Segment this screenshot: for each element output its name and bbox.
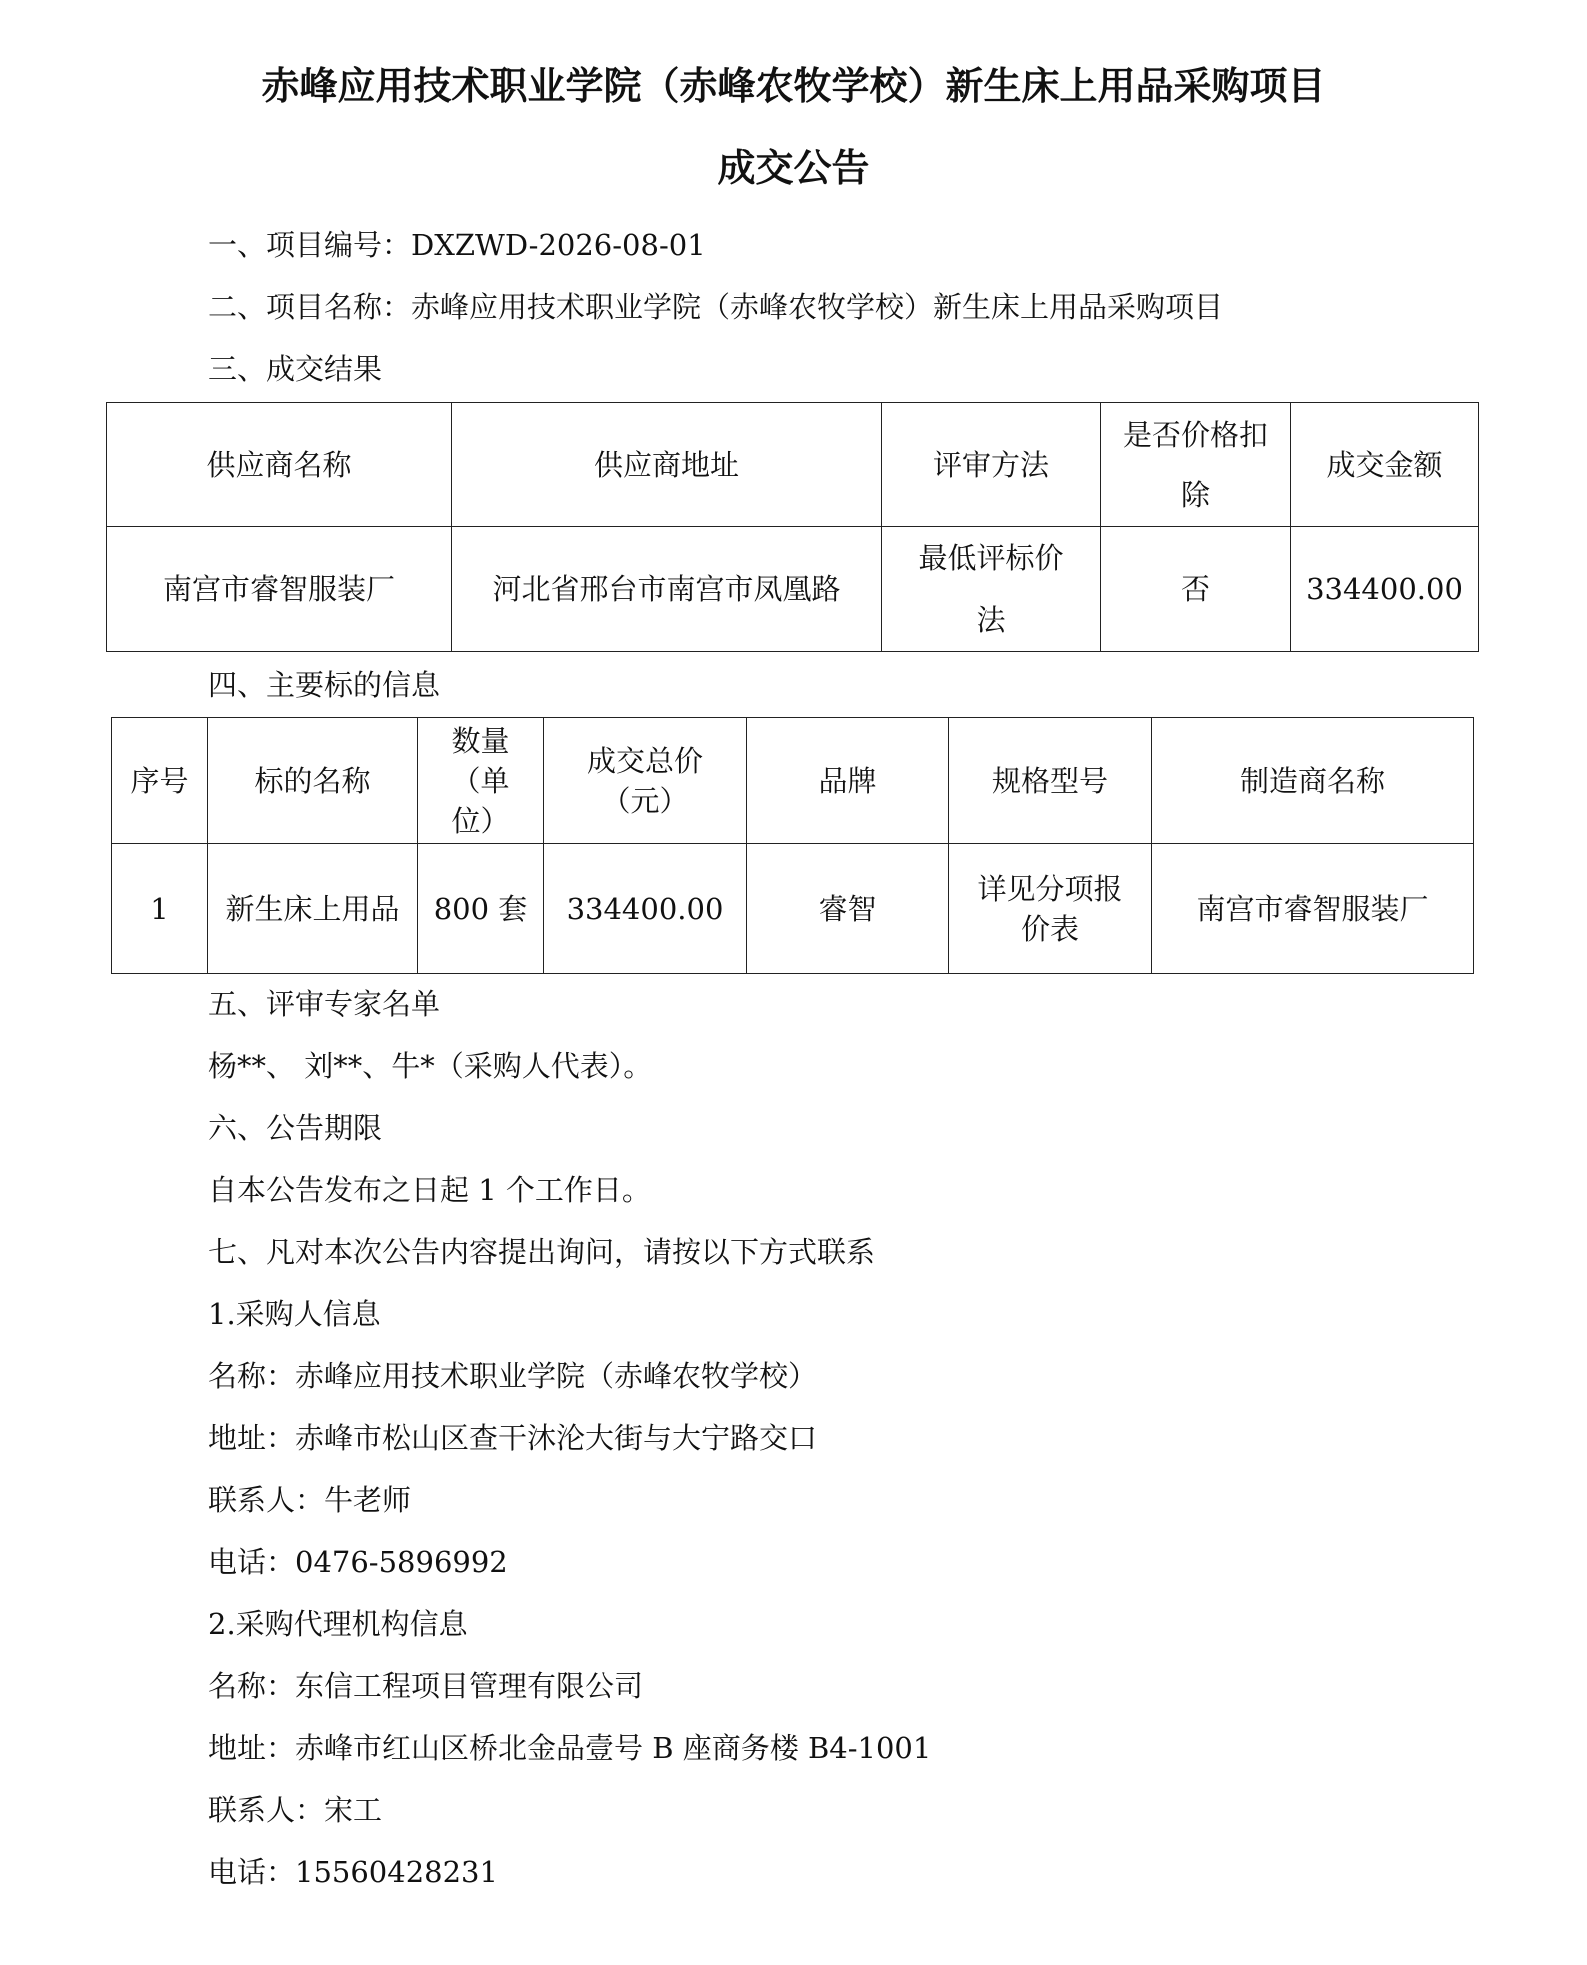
subject-table (111, 717, 1474, 974)
project-name: 二、项目名称：赤峰应用技术职业学院（赤峰农牧学校）新生床上用品采购项目 (208, 290, 1224, 324)
project-number: 一、项目编号：DXZWD-2026-08-01 (208, 228, 706, 262)
header-quantity: 数量（单位） (418, 718, 544, 844)
agency-address: 地址：赤峰市红山区桥北金品壹号 B 座商务楼 B4-1001 (208, 1731, 932, 1765)
header-price-deduction: 是否价格扣除 (1101, 403, 1291, 527)
header-brand: 品牌 (747, 718, 949, 844)
header-manufacturer: 制造商名称 (1152, 718, 1474, 844)
subject-heading: 四、主要标的信息 (208, 668, 441, 702)
header-model: 规格型号 (949, 718, 1152, 844)
document-title: 赤峰应用技术职业学院（赤峰农牧学校）新生床上用品采购项目 (261, 64, 1326, 108)
result-heading: 三、成交结果 (208, 352, 383, 386)
purchaser-phone: 电话：0476-5896992 (208, 1545, 508, 1579)
contact-heading: 七、凡对本次公告内容提出询问，请按以下方式联系 (208, 1235, 876, 1269)
header-supplier-address: 供应商地址 (452, 403, 882, 527)
cell-total-price: 334400.00 (544, 844, 747, 974)
table-row (112, 844, 1474, 974)
purchaser-heading: 1.采购人信息 (208, 1297, 381, 1331)
header-total-price: 成交总价（元） (544, 718, 747, 844)
cell-manufacturer: 南宫市睿智服装厂 (1152, 844, 1474, 974)
agency-phone: 电话：15560428231 (208, 1855, 498, 1889)
cell-item-name: 新生床上用品 (208, 844, 418, 974)
header-deal-amount: 成交金额 (1291, 403, 1479, 527)
purchaser-contact: 联系人：牛老师 (208, 1483, 412, 1517)
agency-heading: 2.采购代理机构信息 (208, 1607, 468, 1641)
header-supplier-name: 供应商名称 (107, 403, 452, 527)
cell-price-deduction: 否 (1101, 527, 1291, 652)
document-subtitle: 成交公告 (717, 146, 870, 190)
cell-brand: 睿智 (747, 844, 949, 974)
cell-quantity: 800 套 (418, 844, 544, 974)
cell-supplier-name: 南宫市睿智服装厂 (107, 527, 452, 652)
header-review-method: 评审方法 (882, 403, 1101, 527)
cell-supplier-address: 河北省邢台市南宫市凤凰路 (452, 527, 882, 652)
experts-heading: 五、评审专家名单 (208, 987, 441, 1021)
table-header-row (107, 403, 1479, 527)
header-serial: 序号 (112, 718, 208, 844)
header-item-name: 标的名称 (208, 718, 418, 844)
purchaser-name: 名称：赤峰应用技术职业学院（赤峰农牧学校） (208, 1359, 818, 1393)
cell-deal-amount: 334400.00 (1291, 527, 1479, 652)
period-heading: 六、公告期限 (208, 1111, 383, 1145)
experts-list: 杨**、 刘**、牛*（采购人代表）。 (208, 1049, 653, 1083)
agency-name: 名称：东信工程项目管理有限公司 (208, 1669, 644, 1703)
period-text: 自本公告发布之日起 1 个工作日。 (208, 1173, 651, 1207)
cell-review-method: 最低评标价法 (882, 527, 1101, 652)
table-row (107, 527, 1479, 652)
cell-serial: 1 (112, 844, 208, 974)
purchaser-address: 地址：赤峰市松山区查干沐沦大街与大宁路交口 (208, 1421, 818, 1455)
result-table (106, 402, 1479, 652)
agency-contact: 联系人：宋工 (208, 1793, 383, 1827)
table-header-row (112, 718, 1474, 844)
cell-model: 详见分项报价表 (949, 844, 1152, 974)
